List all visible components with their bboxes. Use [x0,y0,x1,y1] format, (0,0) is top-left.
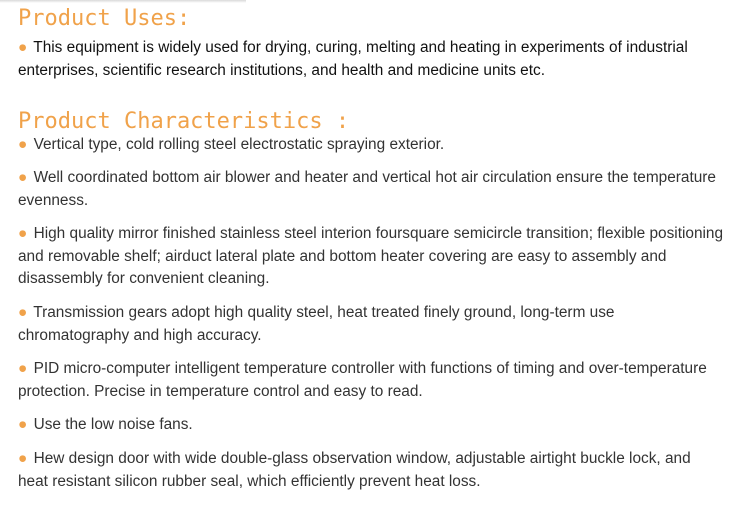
bullet-dot-icon: ● [18,416,28,433]
bullet-dot-icon: ● [18,360,28,377]
product-uses-item [18,37,724,82]
characteristic-item [18,414,724,437]
product-characteristics-heading: Product Characteristics : [18,109,350,134]
top-divider-shadow [0,0,246,3]
characteristic-text: Well coordinated bottom air blower and heater and vertical hot air circulation ensure the temperature evenness. [18,169,716,209]
characteristic-text: Vertical type, cold rolling steel electrostatic spraying exterior. [33,136,445,153]
characteristic-item [18,134,724,157]
bullet-dot-icon: ● [18,169,28,186]
bullet-dot-icon: ● [18,225,28,242]
bullet-dot-icon: ● [18,136,28,153]
characteristic-text: PID micro-computer intelligent temperature controller with functions of timing and over-temperature protection. Precise in temperature control and easy to read. [18,360,707,400]
characteristic-text: High quality mirror finished stainless steel interion foursquare semicircle transition; flexible positioning and removable shelf; airduct lateral plate and bottom heater covering are easy to assembly and disassembly for convenient cleaning. [18,225,724,287]
characteristic-text: Transmission gears adopt high quality steel, heat treated finely ground, long-term use chromatography and high accuracy. [18,304,615,344]
characteristic-text: Hew design door with wide double-glass observation window, adjustable airtight buckle lock, and heat resistant silicon rubber seal, which efficiently prevent heat loss. [18,450,691,490]
characteristic-item [18,302,724,347]
characteristic-text: Use the low noise fans. [33,416,193,433]
product-uses-heading: Product Uses: [18,6,191,31]
bullet-dot-icon: ● [18,450,28,467]
characteristic-item [18,223,724,291]
characteristic-item [18,167,724,212]
characteristic-item [18,448,724,493]
bullet-dot-icon: ● [18,39,28,56]
bullet-dot-icon: ● [18,304,28,321]
characteristic-item [18,358,724,403]
product-uses-text: This equipment is widely used for drying, curing, melting and heating in experiments of industrial enterprises, scientific research institutions, and health and medicine units etc. [18,39,688,79]
